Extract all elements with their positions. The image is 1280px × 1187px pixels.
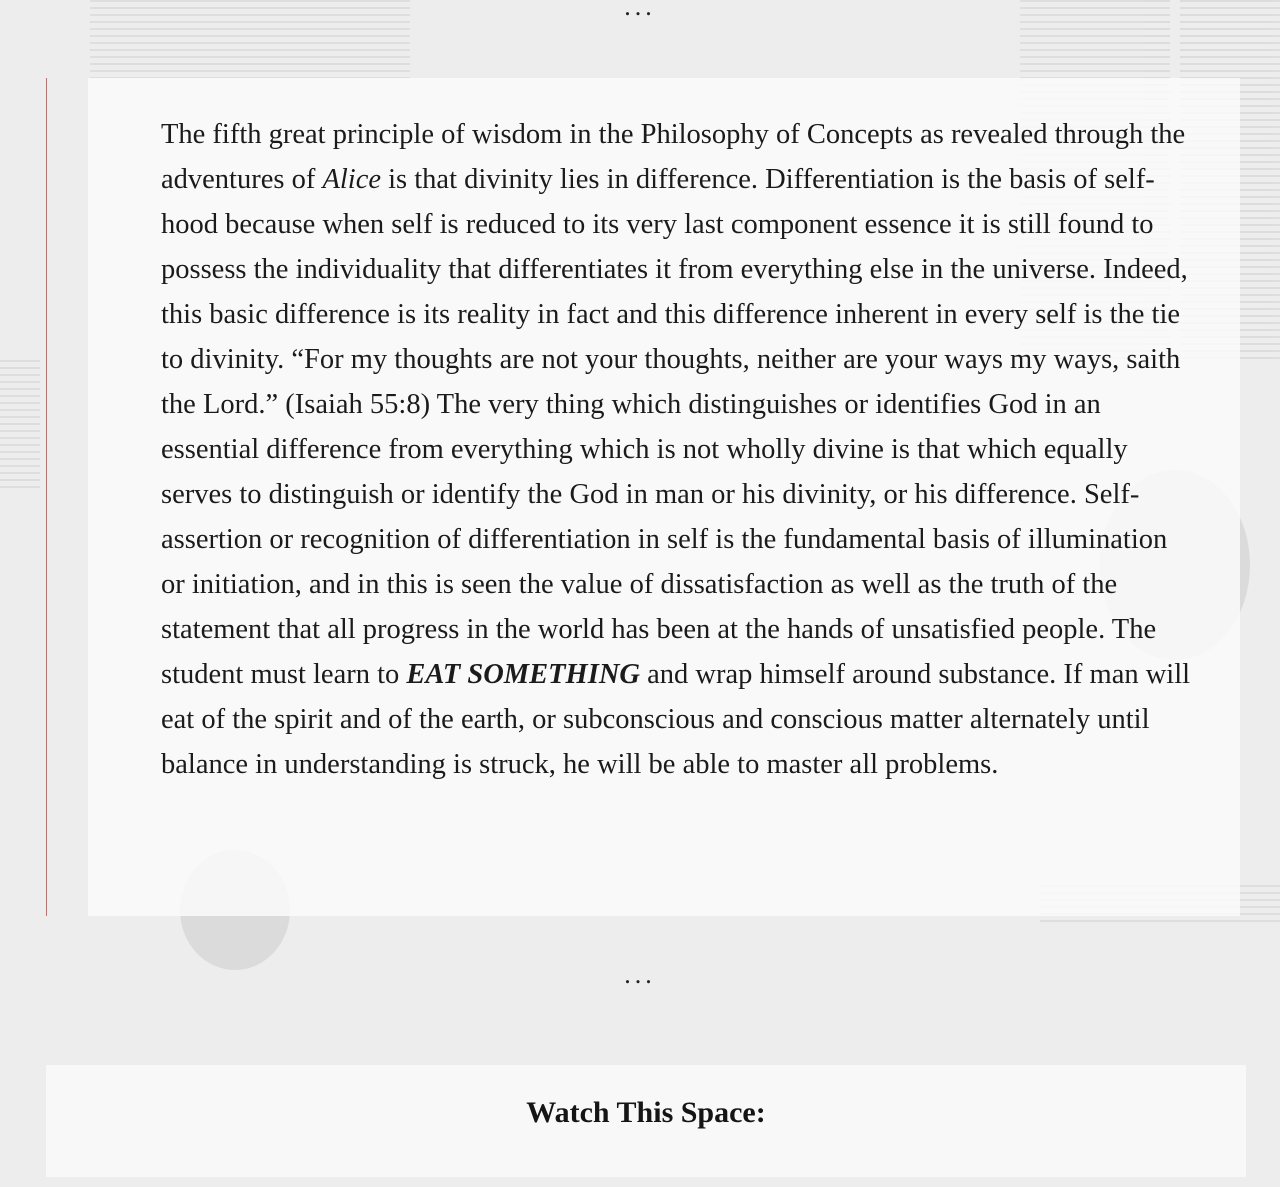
- alice-title: Alice: [322, 164, 381, 195]
- eat-something-emphasis: EAT SOMETHING: [406, 659, 640, 690]
- paragraph-text-part-3: and wrap himself around substance. If man will eat of the spirit and of the earth, or subconscious and conscious matter alternately until balance in understanding is struck, he will be able to master all problems.: [161, 659, 1191, 780]
- watch-this-space-heading: Watch This Space:: [526, 1096, 766, 1129]
- quote-accent-rule: [46, 78, 47, 916]
- article-paragraph: [161, 112, 1191, 787]
- separator-ellipsis-top: ...: [624, 0, 656, 21]
- paragraph-text-part-1: The fifth great principle of wisdom in the Philosophy of Concepts as revealed through the adventures of: [161, 119, 1186, 195]
- separator-ellipsis-middle: ...: [624, 960, 656, 989]
- paragraph-text-part-2: is that divinity lies in difference. Differentiation is the basis of self-hood because when self is reduced to its very last component essence it is still found to possess the individuality that differentiates it from everything else in the universe. Indeed, this basic difference is its reality in fact and this difference inherent in every self is the tie to divinity. “For my thoughts are not your thoughts, neither are your ways my ways, saith the Lord.” (Isaiah 55:8) The very thing which distinguishes or identifies God in an essential difference from everything which is not wholly divine is that which equally serves to distinguish or identify the God in man or his divinity, or his difference. Self-assertion or recognition of differentiation in self is the fundamental basis of illumination or initiation, and in this is seen the value of dissatisfaction as well as the truth of the statement that all progress in the world has been at the hands of unsatisfied people. The student must learn to: [161, 164, 1188, 690]
